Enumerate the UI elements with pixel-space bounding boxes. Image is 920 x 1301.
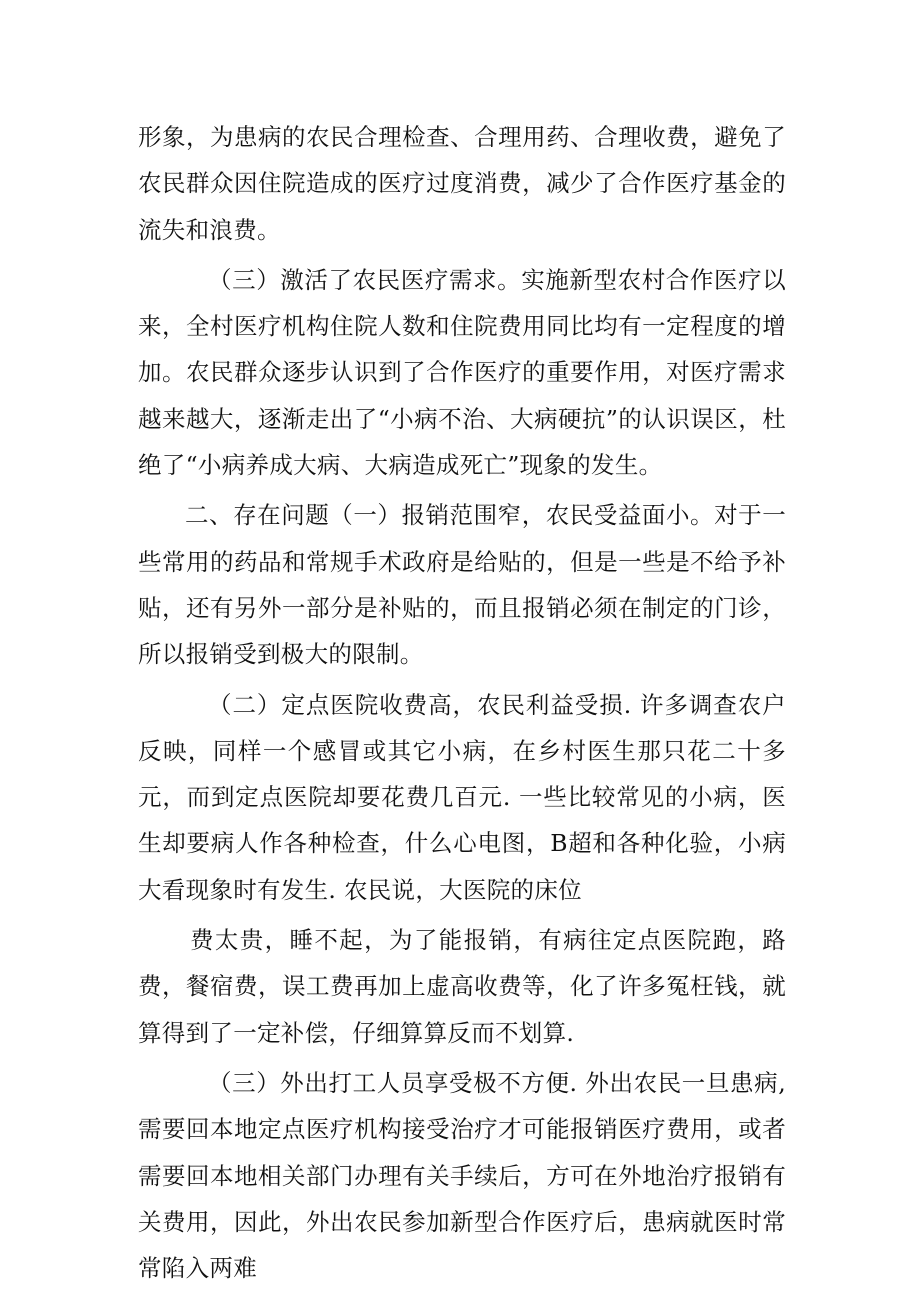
paragraph-continuation: 形象，为患病的农民合理检查、合理用药、合理收费，避免了农民群众因住院造成的医疗过度消费，减少了合作医疗基金的流失和浪费。: [138, 123, 786, 244]
paragraph-stimulated-demand: （三）激活了农民医疗需求。实施新型农村合作医疗以来，全村医疗机构住院人数和住院费用同比均有一定程度的增加。农民群众逐步认识到了合作医疗的重要作用，对医疗需求越来越大，逐渐走出了“小病不治、大病硬抗”的认识误区，杜绝了“小病养成大病、大病造成死亡”现象的发生。: [138, 265, 786, 480]
paragraph-costs: 费太贵，睡不起，为了能报销，有病往定点医院跑，路费，餐宿费，误工费再加上虚高收费等，化了许多冤枉钱，就算得到了一定补偿，仔细算算反而不划算.: [138, 926, 786, 1047]
paragraph-hospital-fees: （二）定点医院收费高，农民利益受损. 许多调查农户反映，同样一个感冒或其它小病，在乡村医生那只花二十多元，而到定点医院却要花费几百元. 一些比较常见的小病，医生却要病人作各种检查，什么心电图，B超和各种化验，小病大看现象时有发生. 农民说，大医院的床位: [138, 690, 786, 904]
document-body: [138, 114, 786, 1291]
paragraph-migrant-workers: （三）外出打工人员享受极不方便. 外出农民一旦患病, 需要回本地定点医疗机构接受治疗才可能报销医疗费用，或者需要回本地相关部门办理有关手续后，方可在外地治疗报销有关费用，因此，外出农民参加新型合作医疗后，患病就医时常常陷入两难: [138, 1068, 786, 1283]
paragraph-existing-problems: 二、存在问题（一）报销范围窄，农民受益面小。对于一些常用的药品和常规手术政府是给贴的，但是一些是不给予补贴，还有另外一部分是补贴的，而且报销必须在制定的门诊，所以报销受到极大的限制。: [138, 501, 786, 669]
